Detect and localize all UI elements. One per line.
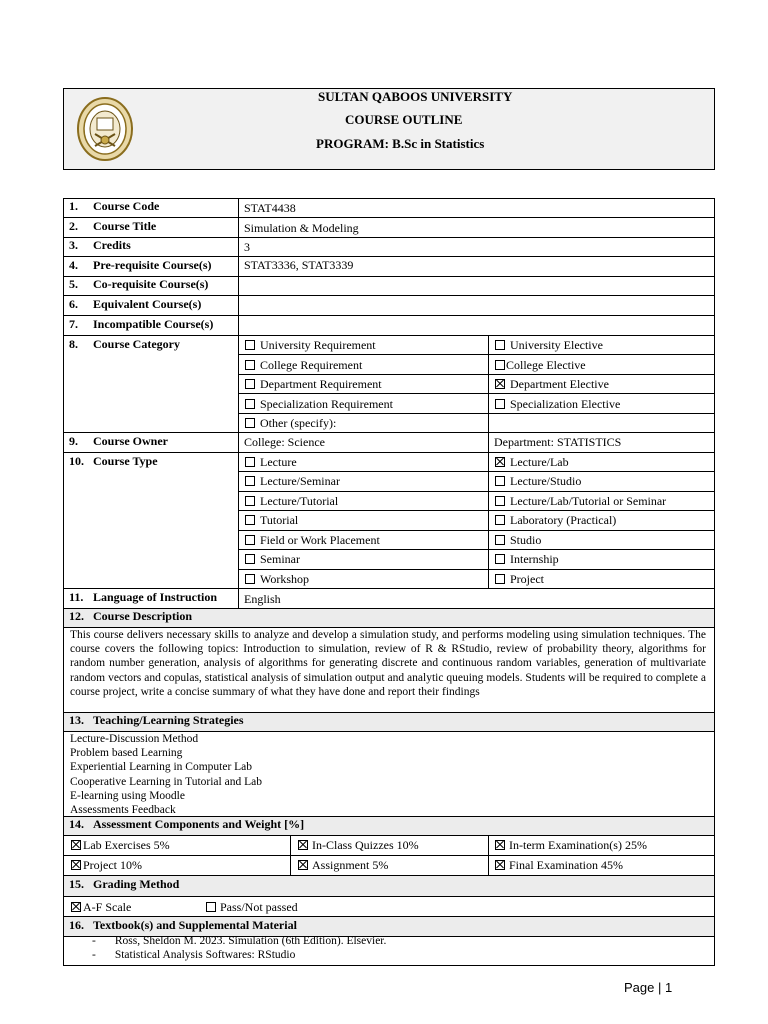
document-title: COURSE OUTLINE <box>345 112 463 127</box>
checkbox-icon[interactable] <box>495 360 505 370</box>
grading-label: Grading Method <box>93 877 180 891</box>
assessment-option[interactable]: Project 10% <box>71 856 142 874</box>
type-option[interactable]: Lecture <box>245 453 297 471</box>
row-number: 1. <box>69 199 78 213</box>
category-option[interactable]: Department Requirement <box>245 375 382 393</box>
type-option[interactable]: Project <box>495 570 544 588</box>
list-item: Assessments Feedback <box>70 804 176 817</box>
row-number: 4. <box>69 258 78 272</box>
type-option[interactable]: Lecture/Studio <box>495 472 581 490</box>
document-header <box>63 88 715 170</box>
row-number: 15. <box>69 877 84 891</box>
course-title-label: Course Title <box>93 219 157 233</box>
row-number: 9. <box>69 434 78 448</box>
assessment-option[interactable]: In-Class Quizzes 10% <box>298 836 419 854</box>
program-title: PROGRAM: B.Sc in Statistics <box>316 136 485 151</box>
checkbox-icon[interactable] <box>495 515 505 525</box>
list-item: E-learning using Moodle <box>70 789 185 802</box>
type-option[interactable]: Internship <box>495 550 559 568</box>
checked-checkbox-icon[interactable] <box>71 860 81 870</box>
assessment-option[interactable]: Lab Exercises 5% <box>71 836 170 854</box>
course-code-value: STAT4438 <box>244 201 296 215</box>
checkbox-icon[interactable] <box>245 379 255 389</box>
type-option[interactable]: Lecture/Lab/Tutorial or Seminar <box>495 492 666 510</box>
type-option[interactable]: Laboratory (Practical) <box>495 511 616 529</box>
type-option[interactable]: Workshop <box>245 570 309 588</box>
list-item: Cooperative Learning in Tutorial and Lab <box>70 775 262 788</box>
course-owner-label: Course Owner <box>93 434 168 448</box>
checked-checkbox-icon[interactable] <box>495 860 505 870</box>
university-name: SULTAN QABOOS UNIVERSITY <box>318 89 513 104</box>
checked-checkbox-icon[interactable] <box>298 840 308 850</box>
assessment-option[interactable]: Assignment 5% <box>298 856 388 874</box>
row-number: 13. <box>69 713 84 727</box>
type-option[interactable]: Seminar <box>245 550 300 568</box>
university-seal-icon <box>76 96 134 162</box>
row-number: 3. <box>69 238 78 252</box>
checkbox-icon[interactable] <box>206 902 216 912</box>
checkbox-icon[interactable] <box>495 574 505 584</box>
row-number: 11. <box>69 590 84 604</box>
course-title-value: Simulation & Modeling <box>244 221 359 235</box>
type-option[interactable]: Lecture/Tutorial <box>245 492 338 510</box>
row-number: 16. <box>69 918 84 932</box>
row-number: 10. <box>69 454 84 468</box>
textbooks-label: Textbook(s) and Supplemental Material <box>93 918 297 932</box>
credits-value: 3 <box>244 240 250 254</box>
row-number: 6. <box>69 297 78 311</box>
type-option[interactable]: Lecture/Lab <box>495 453 569 471</box>
course-type-label: Course Type <box>93 454 158 468</box>
list-item: Problem based Learning <box>70 747 183 760</box>
checked-checkbox-icon[interactable] <box>71 902 81 912</box>
strategies-label: Teaching/Learning Strategies <box>93 713 244 727</box>
type-option[interactable]: Lecture/Seminar <box>245 472 340 490</box>
corequisite-label: Co-requisite Course(s) <box>93 277 209 291</box>
owner-college: College: Science <box>244 435 325 449</box>
category-option[interactable]: Other (specify): <box>245 414 336 432</box>
checkbox-icon[interactable] <box>245 554 255 564</box>
category-option[interactable]: University Elective <box>495 336 603 354</box>
category-option[interactable]: College Elective <box>495 356 586 374</box>
list-item: - Ross, Sheldon M. 2023. Simulation (6th Edition). Elsevier. <box>92 935 387 947</box>
row-number: 5. <box>69 277 78 291</box>
row-number: 8. <box>69 337 78 351</box>
category-option[interactable]: College Requirement <box>245 356 362 374</box>
checked-checkbox-icon[interactable] <box>495 457 505 467</box>
strategies-list <box>70 732 262 817</box>
category-option[interactable]: Specialization Requirement <box>245 395 393 413</box>
course-code-label: Course Code <box>93 199 160 213</box>
page-number: Page | 1 <box>624 980 673 995</box>
equivalent-label: Equivalent Course(s) <box>93 297 202 311</box>
checkbox-icon[interactable] <box>245 457 255 467</box>
checkbox-icon[interactable] <box>495 476 505 486</box>
checkbox-icon[interactable] <box>495 496 505 506</box>
type-option[interactable]: Field or Work Placement <box>245 531 380 549</box>
checkbox-icon[interactable] <box>495 554 505 564</box>
checkbox-icon[interactable] <box>245 496 255 506</box>
row-number: 2. <box>69 219 78 233</box>
checkbox-icon[interactable] <box>495 399 505 409</box>
incompatible-label: Incompatible Course(s) <box>93 317 214 331</box>
type-option[interactable]: Tutorial <box>245 511 298 529</box>
checkbox-icon[interactable] <box>245 340 255 350</box>
type-option[interactable]: Studio <box>495 531 541 549</box>
checkbox-icon[interactable] <box>495 535 505 545</box>
course-description-label: Course Description <box>93 609 192 623</box>
checkbox-icon[interactable] <box>245 399 255 409</box>
language-label: Language of Instruction <box>93 590 218 604</box>
category-option[interactable]: Department Elective <box>495 375 609 393</box>
row-number: 12. <box>69 609 84 623</box>
checked-checkbox-icon[interactable] <box>71 840 81 850</box>
assessment-label: Assessment Components and Weight [%] <box>93 817 305 831</box>
row-number: 14. <box>69 817 84 831</box>
owner-department: Department: STATISTICS <box>494 435 622 449</box>
prerequisite-value: STAT3336, STAT3339 <box>244 258 354 272</box>
assessment-option[interactable]: In-term Examination(s) 25% <box>495 836 647 854</box>
checkbox-icon[interactable] <box>495 340 505 350</box>
course-description-text: This course delivers necessary skills to analyze and develop a simulation study, and performs modeling using simulation techniques. The course covers the following topics: Introduction to simulation, review of R & RStudio, review of probability theory, algorithms for random number generation, analysis of algorithms for generating discrete and continuous random variables, generation of multivariate random vectors and copulas, statistical analysis of simulation output and analytic queuing models. Students will be required to complete a course project, write a concise summary of what they have done and report their findings <box>70 629 706 698</box>
checkbox-icon[interactable] <box>245 535 255 545</box>
list-item: - Statistical Analysis Softwares: RStudio <box>92 949 296 961</box>
checkbox-icon[interactable] <box>245 574 255 584</box>
grading-option[interactable]: Pass/Not passed <box>206 898 298 916</box>
language-value: English <box>244 592 281 606</box>
prerequisite-label: Pre-requisite Course(s) <box>93 258 212 272</box>
category-option[interactable]: University Requirement <box>245 336 376 354</box>
checked-checkbox-icon[interactable] <box>495 840 505 850</box>
checked-checkbox-icon[interactable] <box>495 379 505 389</box>
category-option[interactable]: Specialization Elective <box>495 395 620 413</box>
checkbox-icon[interactable] <box>245 515 255 525</box>
assessment-option[interactable]: Final Examination 45% <box>495 856 623 874</box>
checked-checkbox-icon[interactable] <box>298 860 308 870</box>
list-item: Experiential Learning in Computer Lab <box>70 761 253 774</box>
course-category-label: Course Category <box>93 337 180 351</box>
checkbox-icon[interactable] <box>245 476 255 486</box>
credits-label: Credits <box>93 238 131 252</box>
row-number: 7. <box>69 317 78 331</box>
list-item: Lecture-Discussion Method <box>70 733 199 745</box>
grading-option[interactable]: A-F Scale <box>71 898 131 916</box>
checkbox-icon[interactable] <box>245 418 255 428</box>
checkbox-icon[interactable] <box>245 360 255 370</box>
